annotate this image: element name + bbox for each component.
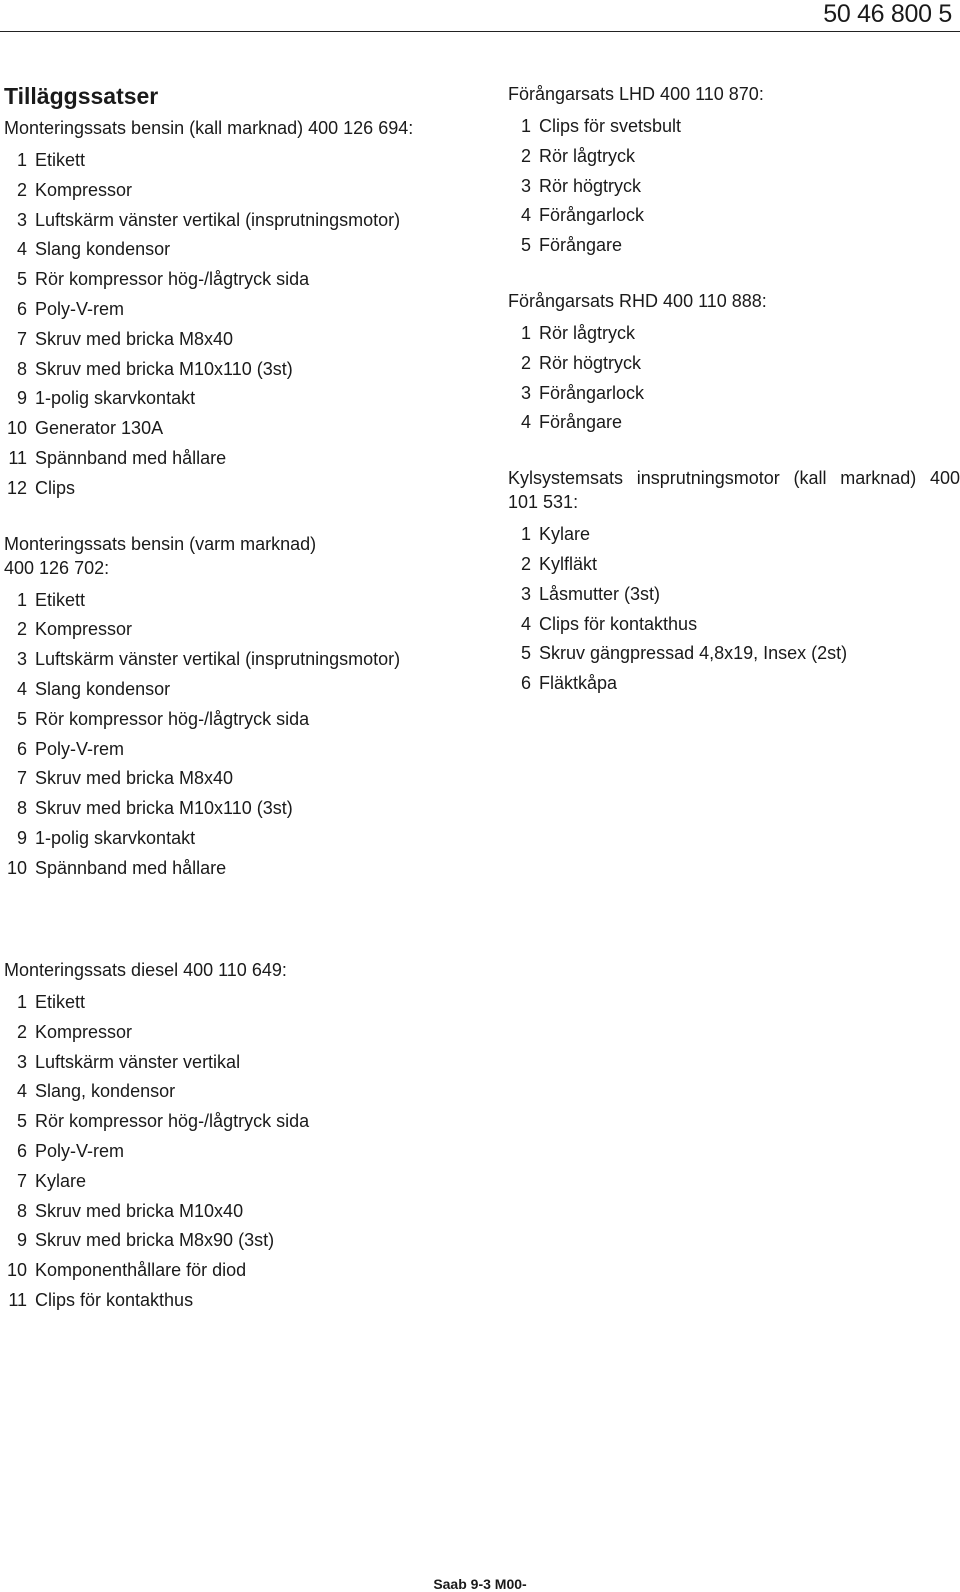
list-item	[4, 645, 474, 675]
list-item	[4, 824, 474, 854]
item-number: 3	[16, 1051, 27, 1072]
item-text: Rör högtryck	[539, 175, 642, 196]
list-item	[4, 1048, 474, 1078]
list-item	[4, 146, 474, 176]
item-number: 6	[16, 738, 27, 759]
kit-item-list	[508, 520, 960, 699]
list-item	[4, 794, 474, 824]
kit-bensin-kall	[4, 116, 474, 504]
kit-title: Förångarsats RHD 400 110 888:	[508, 290, 767, 311]
item-text: Förångarlock	[539, 382, 645, 403]
page-footer: Saab 9-3 M00-	[433, 1576, 527, 1592]
item-number: 4	[16, 1081, 27, 1102]
item-number: 10	[6, 418, 27, 439]
item-text: Luftskärm vänster vertikal (insprutningsmotor)	[35, 209, 401, 230]
item-text: Rör kompressor hög-/lågtryck sida	[35, 269, 310, 290]
left-column	[4, 82, 474, 912]
item-number: 3	[520, 175, 531, 196]
list-item	[508, 610, 960, 640]
item-text: 1-polig skarvkontakt	[35, 388, 196, 409]
item-text: Kompressor	[35, 619, 133, 640]
item-number: 8	[16, 358, 27, 379]
item-text: Skruv med bricka M8x40	[35, 328, 234, 349]
list-item	[4, 988, 474, 1018]
item-number: 11	[8, 447, 27, 468]
item-text: Poly-V-rem	[35, 738, 125, 759]
item-number: 1	[520, 524, 531, 545]
item-text: Rör lågtryck	[539, 322, 636, 343]
list-item	[4, 854, 474, 884]
item-number: 6	[16, 298, 27, 319]
item-text: Fläktkåpa	[539, 673, 618, 694]
list-item	[508, 231, 960, 261]
list-item	[4, 176, 474, 206]
item-text: Slang kondensor	[35, 678, 171, 699]
item-text: Låsmutter (3st)	[539, 583, 661, 604]
item-text: Poly-V-rem	[35, 298, 125, 319]
list-item	[4, 414, 474, 444]
item-number: 8	[16, 1200, 27, 1221]
item-number: 5	[520, 235, 531, 256]
list-item	[4, 675, 474, 705]
item-number: 2	[16, 1021, 27, 1042]
list-item	[4, 474, 474, 504]
list-item	[4, 1137, 474, 1167]
kit-title: Monteringssats bensin (kall marknad) 400 126 694:	[4, 118, 414, 138]
item-number: 5	[16, 269, 27, 290]
item-text: Clips för kontakthus	[35, 1289, 194, 1310]
item-number: 9	[16, 388, 27, 409]
item-number: 6	[520, 673, 531, 694]
item-number: 11	[8, 1289, 27, 1310]
item-number: 2	[520, 553, 531, 574]
item-number: 4	[16, 239, 27, 260]
list-item	[4, 1018, 474, 1048]
list-item	[4, 235, 474, 265]
right-column	[508, 82, 960, 727]
item-number: 9	[16, 1230, 27, 1251]
item-text: Rör kompressor hög-/lågtryck sida	[35, 708, 310, 729]
kit-title: Förångarsats LHD 400 110 870:	[508, 84, 764, 104]
kit-item-list	[508, 112, 960, 261]
list-item	[4, 325, 474, 355]
section-title: Tilläggssatser	[4, 83, 159, 109]
list-item	[4, 1226, 474, 1256]
item-text: Slang kondensor	[35, 239, 171, 260]
item-number: 3	[16, 649, 27, 670]
item-number: 2	[16, 179, 27, 200]
list-item	[4, 764, 474, 794]
list-item	[4, 295, 474, 325]
item-number: 4	[520, 205, 531, 226]
item-text: Kylare	[35, 1170, 87, 1191]
list-item	[4, 1077, 474, 1107]
item-number: 3	[520, 382, 531, 403]
list-item	[508, 639, 960, 669]
item-number: 1	[16, 589, 27, 610]
list-item	[508, 172, 960, 202]
item-text: Skruv med bricka M8x40	[35, 768, 234, 789]
item-number: 4	[520, 613, 531, 634]
kit-forangare-lhd	[508, 82, 960, 261]
list-item	[4, 355, 474, 385]
list-item	[4, 735, 474, 765]
list-item	[4, 384, 474, 414]
list-item	[508, 142, 960, 172]
item-text: Rör lågtryck	[539, 145, 636, 166]
item-number: 2	[520, 352, 531, 373]
list-item	[508, 349, 960, 379]
kit-item-list	[4, 586, 474, 884]
list-item	[508, 379, 960, 409]
kit-title: Kylsystemsats insprutningsmotor (kall marknad) 400 101 531:	[508, 468, 960, 513]
item-text: Skruv med bricka M10x110 (3st)	[35, 358, 293, 379]
item-text: Kompressor	[35, 1021, 133, 1042]
item-number: 2	[520, 145, 531, 166]
item-number: 3	[520, 583, 531, 604]
item-text: Kompressor	[35, 179, 133, 200]
item-text: Etikett	[35, 150, 86, 170]
kit-bensin-varm	[4, 532, 474, 884]
list-item	[508, 669, 960, 699]
item-number: 5	[16, 1111, 27, 1132]
item-text: Skruv gängpressad 4,8x19, Insex (2st)	[539, 643, 848, 664]
kit-forangare-rhd	[508, 289, 960, 438]
list-item	[4, 586, 474, 616]
item-text: Etikett	[35, 589, 86, 610]
item-text: Förångarlock	[539, 205, 645, 226]
kit-item-list	[4, 988, 474, 1316]
list-item	[508, 520, 960, 550]
list-item	[4, 1167, 474, 1197]
list-item	[4, 615, 474, 645]
list-item	[508, 319, 960, 349]
item-number: 10	[6, 1260, 27, 1281]
item-text: Spännband med hållare	[35, 857, 227, 878]
item-text: Förångare	[539, 412, 623, 433]
item-number: 7	[16, 768, 27, 789]
item-number: 1	[520, 116, 531, 136]
item-text: 1-polig skarvkontakt	[35, 827, 196, 848]
kit-diesel	[4, 958, 474, 1316]
item-number: 7	[16, 1170, 27, 1191]
item-number: 1	[16, 150, 27, 170]
item-number: 12	[6, 477, 27, 498]
list-item	[4, 444, 474, 474]
item-text: Rör kompressor hög-/lågtryck sida	[35, 1111, 310, 1132]
list-item	[508, 550, 960, 580]
item-number: 3	[16, 209, 27, 230]
item-number: 1	[16, 992, 27, 1012]
item-text: Spännband med hållare	[35, 447, 227, 468]
list-item	[508, 112, 960, 142]
kit-item-list	[4, 146, 474, 504]
item-number: 4	[520, 412, 531, 433]
item-number: 9	[16, 827, 27, 848]
kit-title: Monteringssats bensin (varm marknad) 400 126 702:	[4, 533, 317, 578]
list-item	[4, 1107, 474, 1137]
item-text: Clips för svetsbult	[539, 116, 682, 136]
item-text: Poly-V-rem	[35, 1140, 125, 1161]
item-text: Förångare	[539, 235, 623, 256]
list-item	[508, 408, 960, 438]
list-item	[508, 580, 960, 610]
item-text: Skruv med bricka M8x90 (3st)	[35, 1230, 275, 1251]
list-item	[4, 1256, 474, 1286]
item-text: Etikett	[35, 992, 86, 1012]
item-text: Kylfläkt	[539, 553, 598, 574]
item-number: 10	[6, 857, 27, 878]
item-number: 5	[16, 708, 27, 729]
item-text: Skruv med bricka M10x110 (3st)	[35, 798, 293, 819]
list-item	[4, 705, 474, 735]
list-item	[4, 206, 474, 236]
item-number: 2	[16, 619, 27, 640]
document-number: 50 46 800 5	[823, 0, 952, 28]
item-number: 1	[520, 322, 531, 343]
item-text: Clips	[35, 477, 76, 498]
list-item	[4, 1197, 474, 1227]
item-number: 4	[16, 678, 27, 699]
kit-item-list	[508, 319, 960, 438]
item-text: Komponenthållare för diod	[35, 1260, 247, 1281]
item-text: Generator 130A	[35, 418, 164, 439]
item-number: 8	[16, 798, 27, 819]
item-text: Luftskärm vänster vertikal	[35, 1051, 241, 1072]
list-item	[508, 201, 960, 231]
kit-kylsystem	[508, 466, 960, 699]
list-item	[4, 1286, 474, 1316]
item-text: Kylare	[539, 524, 591, 545]
list-item	[4, 265, 474, 295]
item-text: Skruv med bricka M10x40	[35, 1200, 244, 1221]
item-text: Clips för kontakthus	[539, 613, 698, 634]
left-column-bottom	[4, 958, 474, 1344]
kit-title: Monteringssats diesel 400 110 649:	[4, 960, 287, 980]
item-text: Slang, kondensor	[35, 1081, 176, 1102]
item-text: Luftskärm vänster vertikal (insprutningsmotor)	[35, 649, 401, 670]
item-text: Rör högtryck	[539, 352, 642, 373]
item-number: 7	[16, 328, 27, 349]
item-number: 5	[520, 643, 531, 664]
header-rule	[0, 31, 960, 32]
item-number: 6	[16, 1140, 27, 1161]
